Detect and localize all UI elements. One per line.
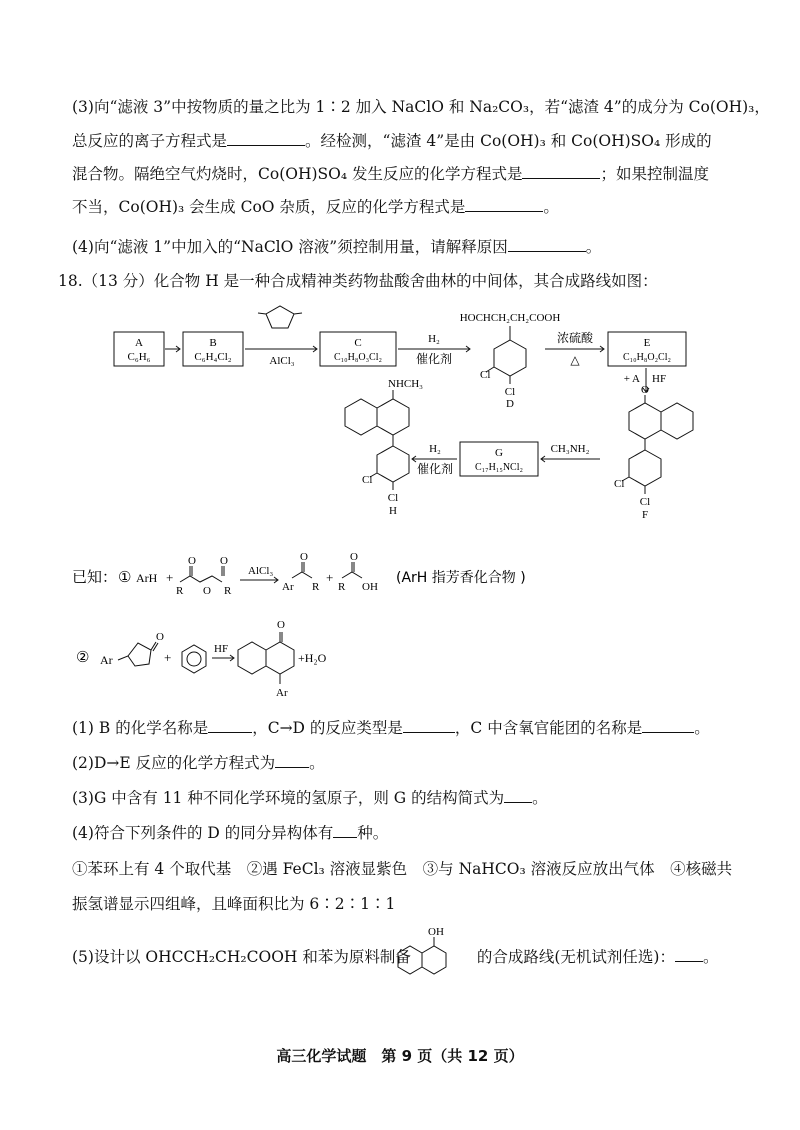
compound-d-name: D xyxy=(506,398,514,410)
water-product: +H₂O xyxy=(298,651,327,665)
answer-blank[interactable] xyxy=(465,195,543,212)
plus-sign: + xyxy=(166,570,174,585)
chlorine-label: Cl xyxy=(614,478,625,490)
q4-line xyxy=(72,235,740,258)
hydroxyl-label: OH xyxy=(428,926,444,938)
answer-blank[interactable] xyxy=(227,129,305,146)
oxygen-label: O xyxy=(350,551,358,563)
compound-f-name: F xyxy=(641,509,649,521)
r-group: R xyxy=(312,581,320,593)
compound-a-name: A xyxy=(135,337,143,349)
answer-blank[interactable] xyxy=(675,945,703,962)
d-side-chain: HOCHCH₂CH₂COOH xyxy=(459,312,561,324)
reagent-h2: H₂ xyxy=(428,333,440,345)
chlorine-label: Cl xyxy=(504,386,516,398)
chlorine-label: Cl xyxy=(387,492,399,504)
q18-text: (3)G 中含有 11 种不同化学环境的氢原子，则 G 的结构简式为 xyxy=(72,789,505,807)
q18-p4 xyxy=(72,821,740,844)
reagent-alcl3: AlCl₃ xyxy=(269,355,295,367)
known-num-2: ② xyxy=(76,650,90,666)
r-group: R xyxy=(224,585,232,597)
q3-text: ；如果控制温度 xyxy=(600,165,709,183)
oxygen-label: O xyxy=(188,555,196,567)
known-reaction-1 xyxy=(0,550,800,605)
oxygen-label: O xyxy=(300,551,308,563)
reagent-ch3nh2: CH₃NH₂ xyxy=(550,443,590,455)
q18-text: (4)符合下列条件的 D 的同分异构体有 xyxy=(72,824,334,842)
answer-blank[interactable] xyxy=(504,786,532,803)
chlorine-label: Cl xyxy=(362,474,373,486)
q18-p2 xyxy=(72,751,740,774)
oxygen-label: O xyxy=(156,631,164,643)
q3-text: 混合物。隔绝空气灼烧时，Co(OH)SO₄ 发生反应的化学方程式是 xyxy=(72,165,523,183)
reagent-alcl3: AlCl₃ xyxy=(248,565,274,577)
compound-b-name: B xyxy=(209,337,217,349)
r-group: R xyxy=(176,585,184,597)
q3-line2 xyxy=(72,129,740,152)
q18-text: ，C 中含氧官能团的名称是 xyxy=(454,719,643,737)
oxygen-label: O xyxy=(641,384,649,396)
q3-line4 xyxy=(72,195,740,218)
reagent-heat: △ xyxy=(570,353,580,367)
q3-text: 。 xyxy=(543,198,559,216)
plus-sign: + xyxy=(326,570,334,585)
oxygen-label: O xyxy=(203,585,211,597)
q18-p4-conditions-2: 振氢谱显示四组峰，且峰面积比为 6∶2∶1∶1 xyxy=(72,895,396,913)
oxygen-label: O xyxy=(220,555,228,567)
ar-group: Ar xyxy=(282,581,294,593)
q18-text: 。 xyxy=(694,719,710,737)
q3-text: 总反应的离子方程式是 xyxy=(72,132,228,150)
compound-e-formula: C₁₀H₈O₂Cl₂ xyxy=(623,352,671,363)
q18-text: (5)设计以 OHCCH₂CH₂COOH 和苯为原料制备 xyxy=(72,948,411,966)
q18-p1 xyxy=(72,716,740,739)
q18-text: 。 xyxy=(532,789,548,807)
q3-line3 xyxy=(72,162,740,185)
q4-text: (4)向“滤液 1”中加入的“NaClO 溶液”须控制用量，请解释原因 xyxy=(72,238,508,256)
answer-blank[interactable] xyxy=(275,751,309,768)
answer-blank[interactable] xyxy=(333,821,357,838)
answer-blank[interactable] xyxy=(508,235,586,252)
r-group: R xyxy=(338,581,346,593)
q18-text: 。 xyxy=(702,948,719,966)
reagent-hf: HF xyxy=(652,373,667,385)
reagent-h2: H₂ xyxy=(429,443,441,455)
ar-group: Ar xyxy=(276,687,288,699)
arh-note: (ArH 指芳香化合物 ) xyxy=(396,570,526,586)
compound-g-name: G xyxy=(495,447,503,459)
q18-text: 种。 xyxy=(357,824,389,842)
q3-text: 。经检测，“滤渣 4”是由 Co(OH)₃ 和 Co(OH)SO₄ 形成的 xyxy=(305,132,712,150)
q18-text: 。 xyxy=(309,754,325,772)
chlorine-label: Cl xyxy=(639,496,651,508)
compound-g-formula: C₁₇H₁₅NCl₂ xyxy=(475,462,523,473)
answer-blank[interactable] xyxy=(403,716,455,733)
reagent-h2so4: 浓硫酸 xyxy=(556,331,594,345)
q18-text: (1) B 的化学名称是 xyxy=(72,719,209,737)
q18-text: (2)D→E 反应的化学方程式为 xyxy=(72,754,276,772)
answer-blank[interactable] xyxy=(208,716,252,733)
reagent-plus-a: + A xyxy=(623,373,640,385)
chlorine-label: Cl xyxy=(480,369,491,381)
ar-group: Ar xyxy=(100,653,113,667)
q18-text: 的合成路线(无机试剂任选)： xyxy=(476,948,675,966)
compound-c-name: C xyxy=(354,337,362,349)
decalinol-structure xyxy=(390,925,460,985)
plus-sign: + xyxy=(164,650,172,665)
page-footer: 高三化学试题 第 9 页（共 12 页） xyxy=(276,1047,524,1065)
known-num-1: ① xyxy=(118,570,132,586)
answer-blank[interactable] xyxy=(522,162,600,179)
oxygen-label: O xyxy=(277,619,285,631)
q18-text: ，C→D 的反应类型是 xyxy=(252,719,403,737)
q3-text: 不当，Co(OH)₃ 会生成 CoO 杂质，反应的化学方程式是 xyxy=(72,198,466,216)
h-nhch3-label: NHCH₃ xyxy=(388,378,424,390)
q4-text: 。 xyxy=(585,238,602,256)
q3-line1: (3)向“滤液 3”中按物质的量之比为 1∶2 加入 NaClO 和 Na₂CO₃，若“滤渣 4”的成分为 Co(OH)₃， xyxy=(72,98,770,116)
synthesis-scheme xyxy=(0,300,800,545)
arh-label: ArH xyxy=(136,571,158,585)
q18-p4-conditions: ①苯环上有 4 个取代基 ②遇 FeCl₃ 溶液显紫色 ③与 NaHCO₃ 溶液反应放出气体 ④核磁共 xyxy=(72,860,733,878)
q18-p3 xyxy=(72,786,740,809)
reagent-catalyst: 催化剂 xyxy=(416,462,454,476)
compound-c-formula: C₁₀H₈O₃Cl₂ xyxy=(334,352,382,363)
known-label: 已知： xyxy=(72,568,118,586)
compound-e-name: E xyxy=(643,337,651,349)
compound-h-name: H xyxy=(389,505,397,517)
answer-blank[interactable] xyxy=(642,716,694,733)
reagent-catalyst: 催化剂 xyxy=(415,352,453,366)
reagent-hf: HF xyxy=(214,643,229,655)
known-reaction-2 xyxy=(0,610,800,705)
q18-intro: 18.（13 分）化合物 H 是一种合成精神类药物盐酸舍曲林的中间体，其合成路线如图： xyxy=(58,272,658,290)
compound-b-formula: C₆H₄Cl₂ xyxy=(194,351,232,363)
hydroxyl-label: OH xyxy=(362,581,378,593)
compound-a-formula: C₆H₆ xyxy=(127,351,151,363)
